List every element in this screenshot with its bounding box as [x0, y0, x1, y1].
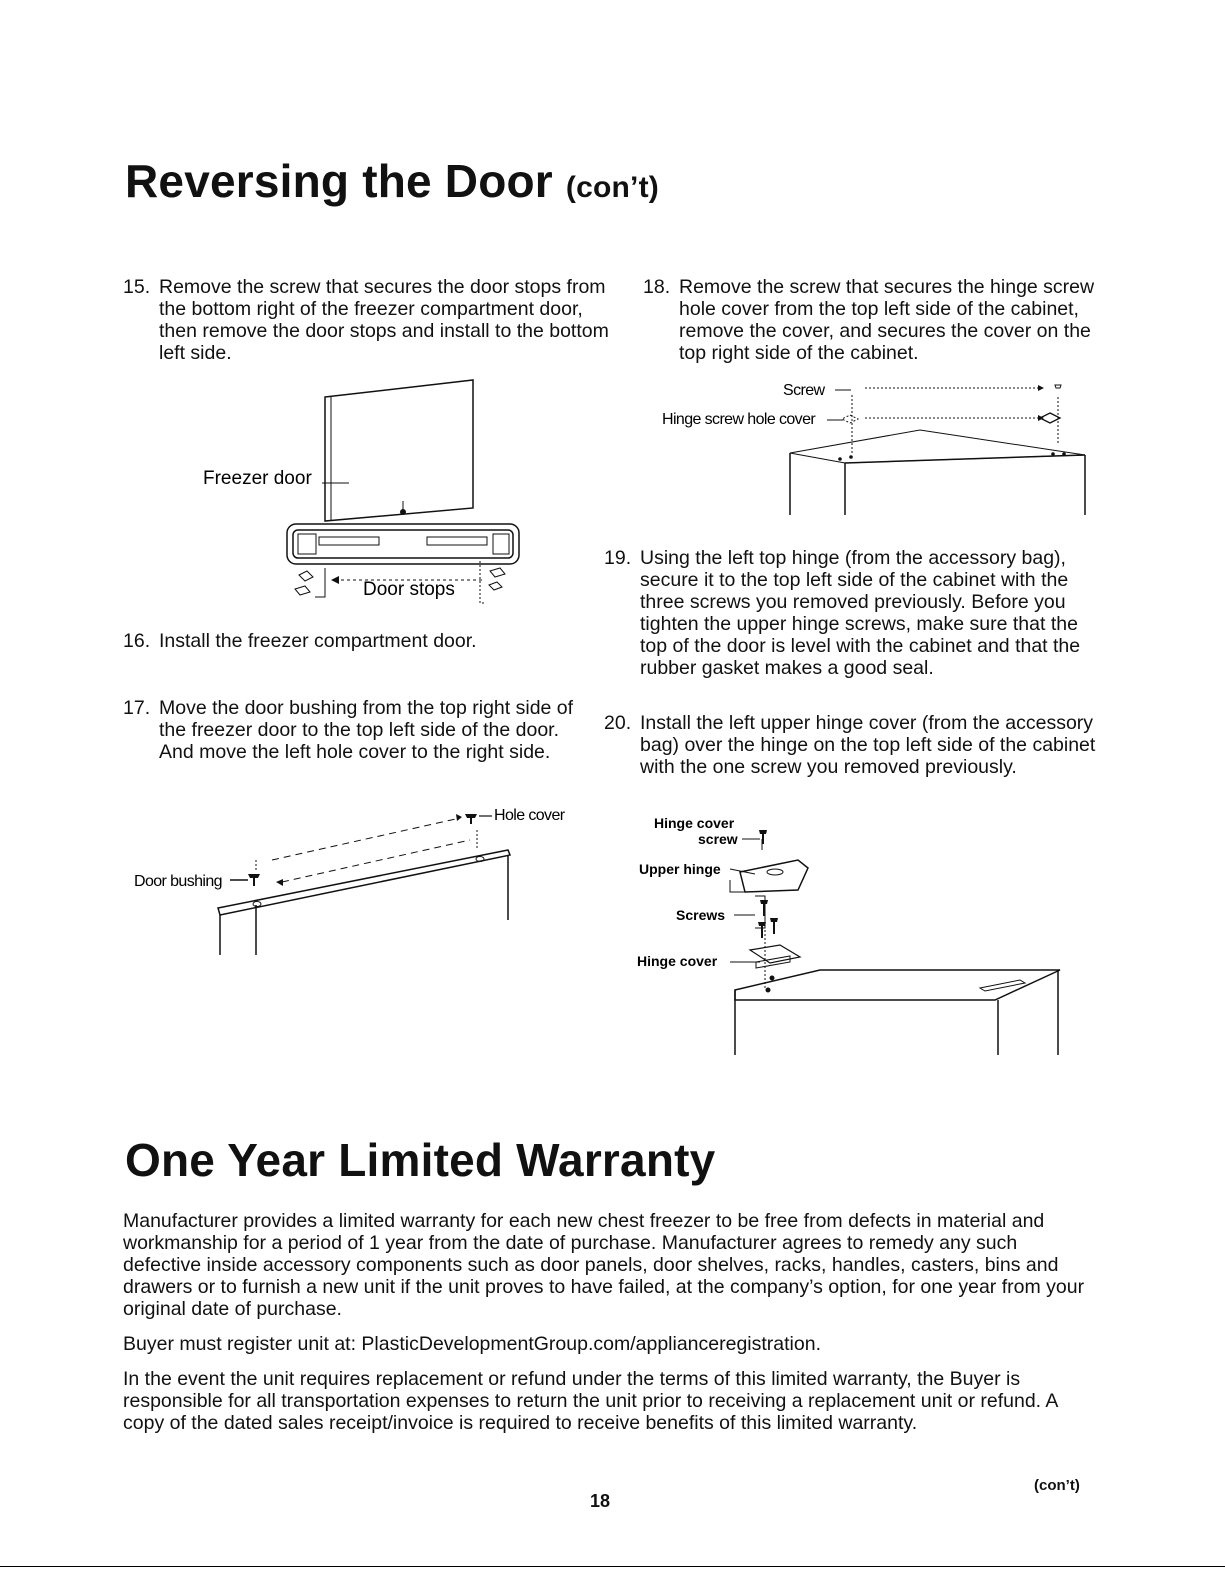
label-hole-cover: Hole cover — [494, 807, 565, 824]
label-screw: Screw — [783, 382, 825, 399]
section-title — [125, 154, 659, 208]
step-17 — [123, 697, 593, 763]
warranty-body — [123, 1210, 1093, 1447]
step-text: Move the door bushing from the top right side of the freezer door to the top left side of the door. And move the left hole cover to the right side. — [159, 697, 574, 763]
step-number: 18. — [643, 276, 671, 298]
step-text: Install the left upper hinge cover (from the accessory bag) over the hinge on the top left side of the cabinet with the one screw you removed previously. — [640, 712, 1096, 778]
warranty-paragraph: In the event the unit requires replacement or refund under the terms of this limited warranty, the Buyer is responsible for all transportation expenses to return the unit prior to receiving a replacement unit or refund. A copy of the dated sales receipt/invoice is required to receive benefits of this limited warranty. — [123, 1368, 1058, 1434]
warranty-title: One Year Limited Warranty — [125, 1134, 716, 1186]
step-text: Install the freezer compartment door. — [159, 630, 477, 652]
continued-note: (con’t) — [1034, 1477, 1080, 1494]
step-number: 16. — [123, 630, 151, 652]
label-hinge-cover-screw-line2: screw — [698, 831, 738, 847]
step-15 — [123, 276, 623, 364]
step-number: 15. — [123, 276, 151, 298]
label-screws: Screws — [676, 907, 726, 923]
step-19 — [604, 547, 1104, 679]
figure-freezer-door-stops — [195, 375, 535, 605]
label-hinge-cover-screw-line1: Hinge cover — [654, 815, 735, 831]
page-number: 18 — [590, 1491, 611, 1511]
step-number: 17. — [123, 697, 151, 719]
section-title-text: Reversing the Door — [125, 155, 553, 207]
label-door-bushing: Door bushing — [134, 873, 222, 890]
figure-door-bushing — [130, 800, 590, 960]
step-text: Using the left top hinge (from the accessory bag), secure it to the top left side of the cabinet with the three screws you removed previously. Before you tighten the upper hinge screws, make sure that the top of the door is level with the cabinet and that the rubber gasket makes a good seal. — [640, 547, 1081, 679]
step-number: 20. — [604, 712, 632, 734]
label-hinge-cover: Hinge cover — [637, 953, 718, 969]
step-text: Remove the screw that secures the hinge screw hole cover from the top left side of the cabinet, remove the cover, and secures the cover on the top right side of the cabinet. — [679, 276, 1095, 364]
step-20 — [604, 712, 1104, 778]
label-upper-hinge: Upper hinge — [639, 861, 721, 877]
step-number: 19. — [604, 547, 632, 569]
figure-upper-hinge — [630, 810, 1070, 1060]
label-hinge-screw-hole-cover: Hinge screw hole cover — [662, 411, 816, 428]
section-title-suffix: (con’t) — [565, 171, 659, 204]
bottom-rule — [0, 1566, 1225, 1567]
warranty-paragraph: Buyer must register unit at: PlasticDevelopmentGroup.com/applianceregistration. — [123, 1333, 821, 1355]
step-18 — [643, 276, 1103, 364]
label-door-stops: Door stops — [363, 579, 455, 600]
label-freezer-door: Freezer door — [203, 468, 312, 489]
step-text: Remove the screw that secures the door stops from the bottom right of the freezer compartment door, then remove the door stops and install to the bottom left side. — [159, 276, 609, 364]
step-16 — [123, 630, 623, 652]
warranty-paragraph: Manufacturer provides a limited warranty for each new chest freezer to be free from defects in material and workmanship for a period of 1 year from the date of purchase. Manufacturer agrees to remedy any such defective inside accessory components such as door panels, door shelves, racks, handles, casters, bins and drawers or to furnish a new unit if the unit proves to have failed, at the company’s option, for one year from your original date of purchase. — [123, 1210, 1085, 1320]
figure-hinge-screw-hole-cover — [655, 375, 1100, 525]
